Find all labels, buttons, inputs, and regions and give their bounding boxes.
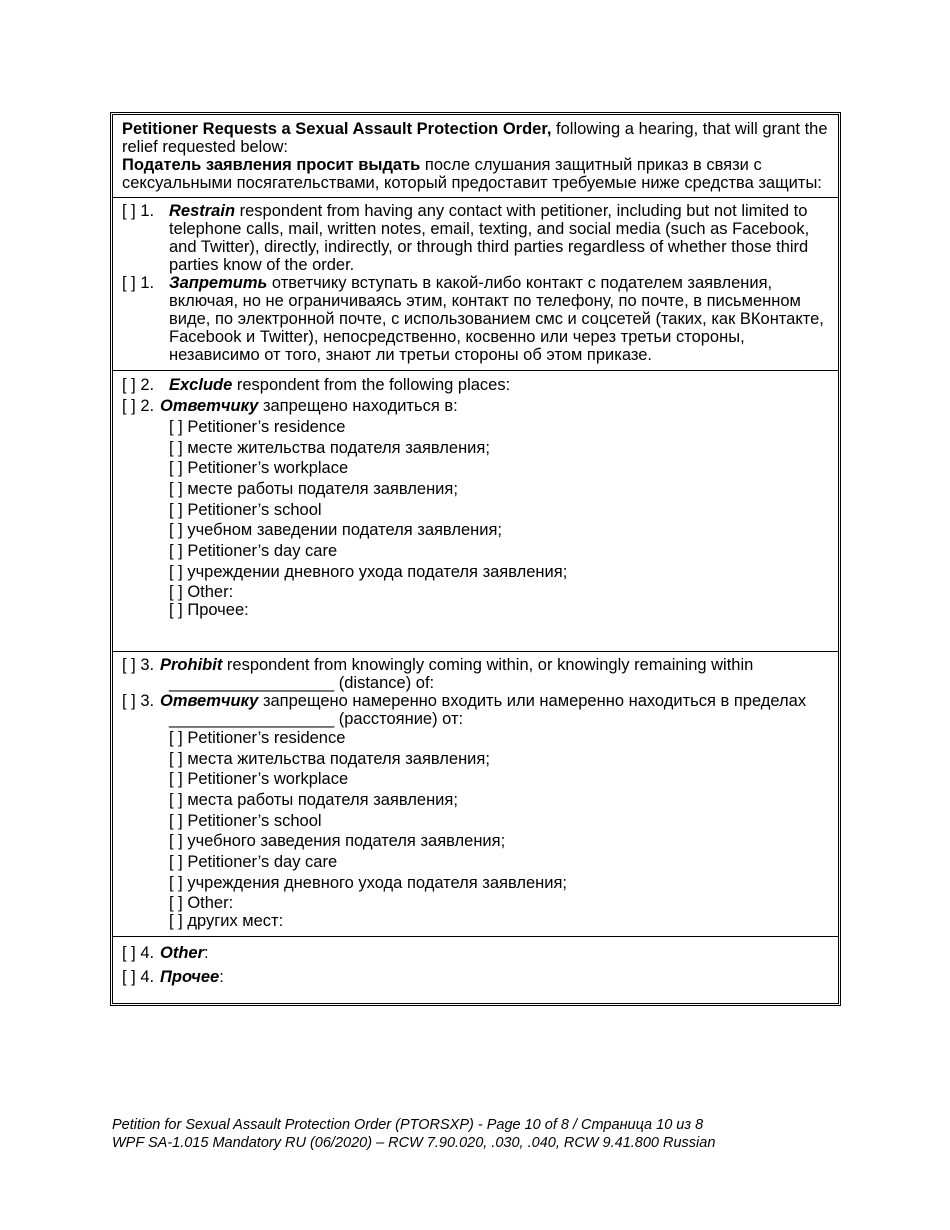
item-1-english-text: respondent from having any contact with petitioner, including but not limited to telephone calls, mail, written notes, email, texting, and social media (such as Facebook, and Twitter), directly, indirectly, or through third parties regardless of whether those third parties know of the order. [169,202,810,274]
header-english-text: following a hearing, that will grant the relief requested below: [122,120,828,156]
item-2-option[interactable]: [ ] Petitioner’s workplace [169,459,349,478]
header-russian-text: после слушания защитный приказ в связи с сексуальными посягательствами, который предоставит требуемые ниже средства защиты: [122,156,822,192]
item-3-russian [122,692,830,728]
item-2-other-ru[interactable]: [ ] Прочее: [169,600,249,619]
item-3-keyword: Prohibit [160,656,223,674]
item-4-colon: : [204,943,209,962]
item-2-other-en[interactable]: [ ] Other: [169,582,234,601]
item-2-english [122,375,830,396]
item-1-restrain [113,197,838,370]
item-4-english [122,941,830,965]
item-3-option[interactable]: [ ] места жительства подателя заявления; [169,749,490,768]
item-3-other-en[interactable]: [ ] Other: [169,893,234,912]
item-2-checkbox-ru[interactable]: [ ] 2. [122,397,155,415]
item-2-option[interactable]: [ ] Petitioner’s school [169,500,322,519]
item-4-keyword-ru: Прочее [160,967,220,986]
item-3-prohibit [113,651,838,936]
item-2-options [122,417,830,619]
item-2-exclude [113,370,838,651]
item-2-option[interactable]: [ ] месте жительства подателя заявления; [169,438,490,457]
item-4-russian [122,965,830,989]
header-russian [122,156,830,192]
item-3-option[interactable]: [ ] Petitioner’s workplace [169,770,349,789]
item-3-checkbox[interactable]: [ ] 3. [122,656,155,674]
item-1-keyword: Restrain [169,202,236,220]
item-4-other [113,936,838,1003]
item-4-colon-ru: : [219,967,224,986]
item-2-option[interactable]: [ ] Petitioner’s residence [169,418,346,436]
footer-line-2: WPF SA-1.015 Mandatory RU (06/2020) – RCW 7.90.020, .030, .040, RCW 9.41.800 Russian [112,1135,716,1151]
protection-order-form [110,112,841,1006]
item-3-english [122,656,830,692]
footer-line-1: Petition for Sexual Assault Protection Order (PTORSXP) - Page 10 of 8 / Страница 10 из 8 [112,1117,704,1133]
item-3-options [122,728,830,930]
item-2-option[interactable]: [ ] Petitioner’s day care [169,542,338,561]
item-3-option[interactable]: [ ] учебного заведения подателя заявления; [169,832,506,851]
item-2-russian-text: запрещено находиться в: [258,397,458,415]
item-3-checkbox-ru[interactable]: [ ] 3. [122,692,155,710]
item-4-keyword: Other [160,943,205,962]
item-2-english-text: respondent from the following places: [232,376,511,394]
header-russian-bold: Податель заявления просит выдать [122,156,421,174]
item-1-keyword-ru: Запретить [169,274,268,292]
item-3-option[interactable]: [ ] Petitioner’s school [169,811,322,830]
page-footer [112,1116,715,1152]
item-2-russian [122,396,830,417]
item-1-checkbox[interactable]: [ ] 1. [122,202,155,220]
item-3-option[interactable]: [ ] Petitioner’s day care [169,853,338,872]
item-3-option[interactable]: [ ] места работы подателя заявления; [169,791,458,810]
header-english-bold: Petitioner Requests a Sexual Assault Protection Order, [122,120,552,138]
item-3-other-ru[interactable]: [ ] других мест: [169,911,284,930]
item-3-option[interactable]: [ ] учреждения дневного ухода подателя заявления; [169,873,567,892]
item-3-english-text: respondent from knowingly coming within, or knowingly remaining within [222,656,754,674]
item-3-keyword-ru: Ответчику [160,692,259,710]
item-3-russian-text: запрещено намеренно входить или намеренно находиться в пределах [258,692,807,710]
header-english [122,120,830,156]
form-header [113,115,838,197]
item-2-keyword-ru: Ответчику [160,397,259,415]
item-2-option[interactable]: [ ] учреждении дневного ухода подателя заявления; [169,562,568,581]
item-1-russian [122,274,830,364]
item-2-option[interactable]: [ ] учебном заведении подателя заявления; [169,521,502,540]
item-2-checkbox[interactable]: [ ] 2. [122,376,155,394]
item-1-checkbox-ru[interactable]: [ ] 1. [122,274,155,292]
item-3-distance-blank-ru[interactable]: __________________ (расстояние) от: [169,710,464,728]
item-1-english [122,202,830,274]
item-3-distance-blank[interactable]: __________________ (distance) of: [169,674,435,692]
item-4-checkbox-ru[interactable]: [ ] 4. [122,967,155,986]
item-2-keyword: Exclude [169,376,233,394]
item-1-russian-text: ответчику вступать в какой-либо контакт с подателем заявления, включая, но не ограничиваясь этим, контакт по телефону, по почте, в письменном виде, по электронной почте, с использованием смс и соцсетей (таких, как ВКонтакте, Facebook и Twitter), непосредственно, косвенно или через третьи стороны, независимо от того, знают ли третьи стороны об этом приказе. [169,274,824,364]
item-2-option[interactable]: [ ] месте работы подателя заявления; [169,480,458,499]
item-4-checkbox[interactable]: [ ] 4. [122,943,155,962]
item-3-option[interactable]: [ ] Petitioner’s residence [169,729,346,747]
